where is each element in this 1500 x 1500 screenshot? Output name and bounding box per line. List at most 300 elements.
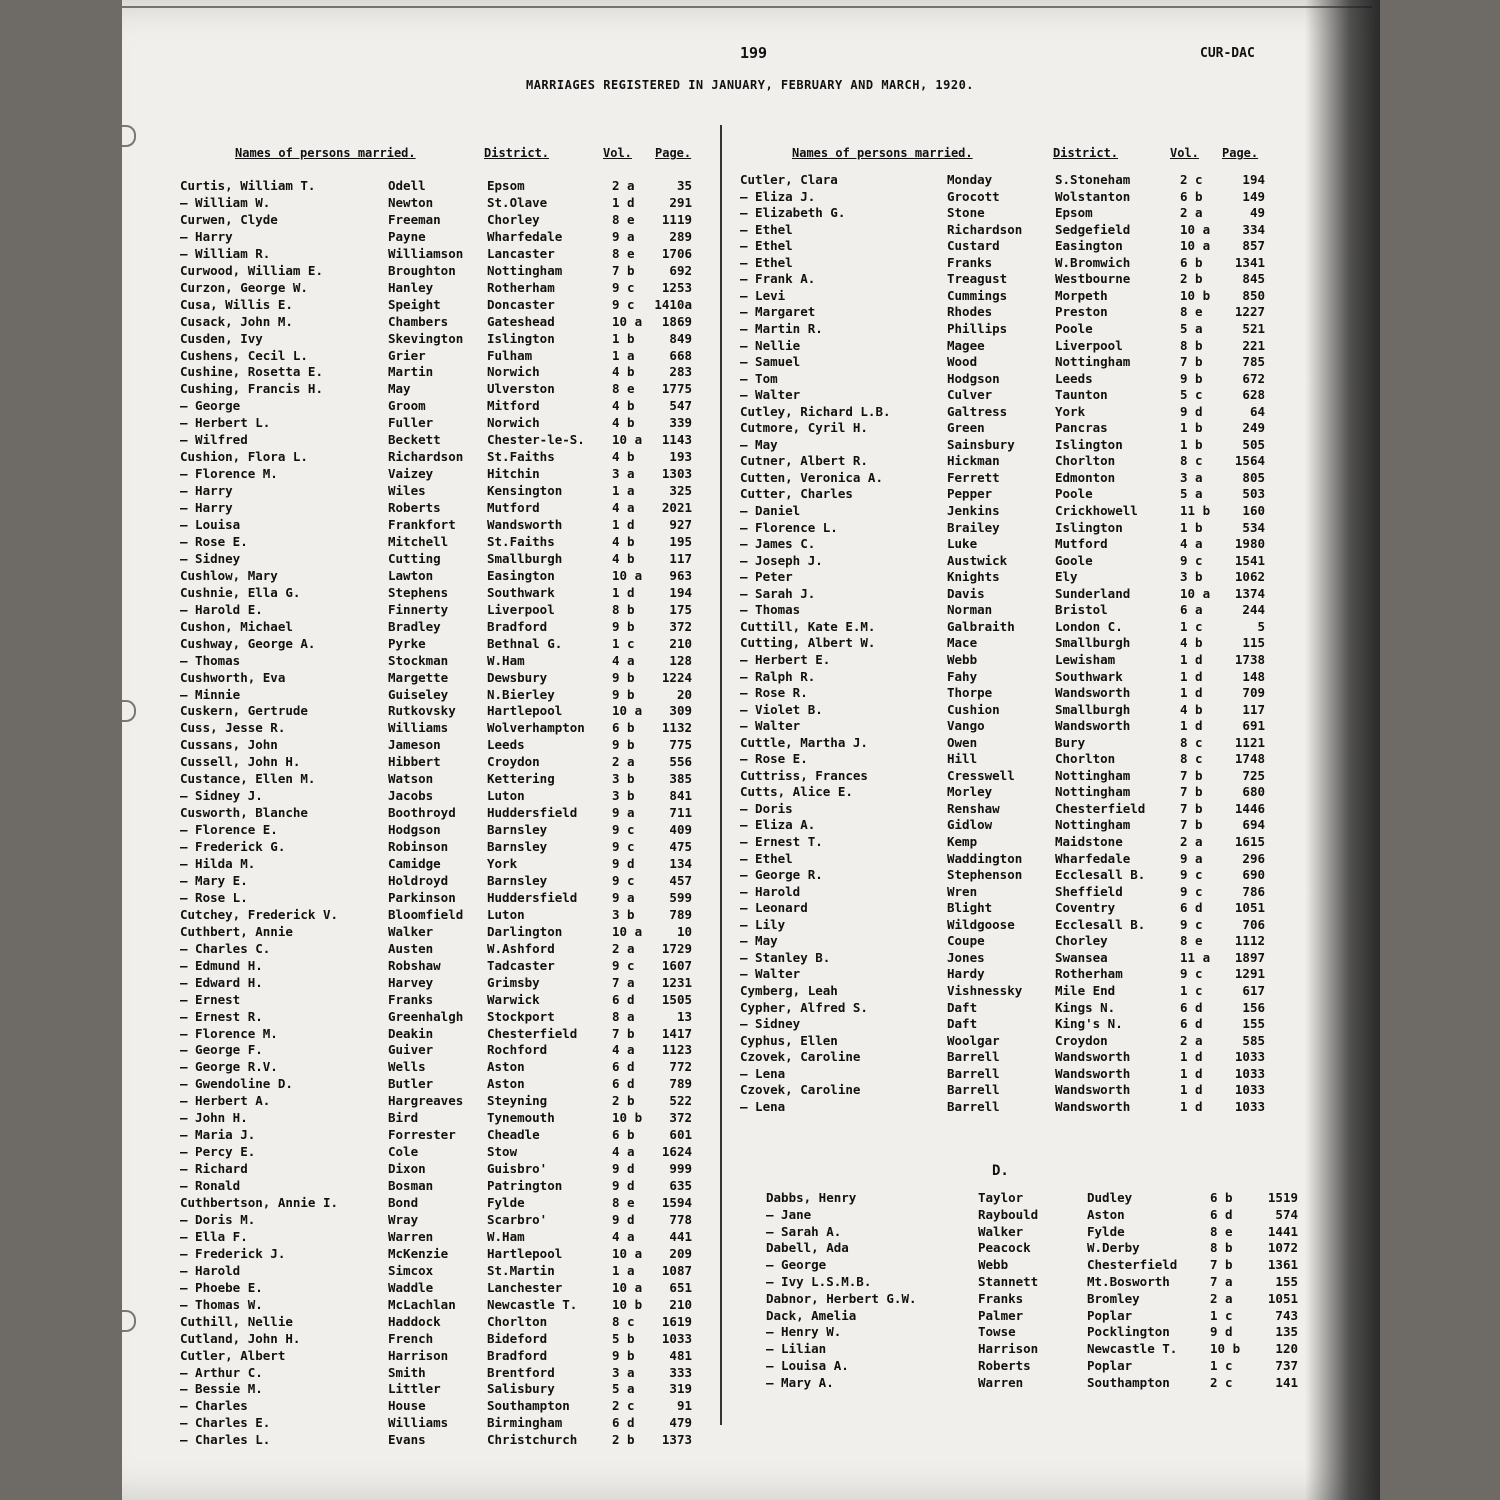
entry-volume: 6 d (612, 1076, 635, 1092)
entry-name: — Frank A. (740, 271, 816, 287)
entry-page: 49 (1249, 205, 1265, 221)
entry-volume: 4 b (612, 550, 635, 566)
entry-volume: 10 a (612, 1279, 643, 1295)
entry-volume: 1 b (612, 330, 635, 346)
entry-district: Bethnal G. (487, 635, 563, 651)
entry-volume: 8 b (1180, 337, 1203, 353)
entry-page: 1373 (661, 1432, 692, 1448)
entry-spouse-surname: May (388, 381, 411, 397)
entry-name: Cushlow, Mary (180, 567, 278, 583)
entry-spouse-surname: Woolgar (947, 1032, 1000, 1048)
entry-spouse-surname: Robinson (388, 839, 449, 855)
entry-district: Norwich (487, 364, 540, 380)
entry-spouse-surname: Jacobs (388, 788, 434, 804)
entry-spouse-surname: Daft (947, 1016, 978, 1032)
entry-volume: 2 a (612, 940, 635, 956)
entry-name: Cushon, Michael (180, 618, 293, 634)
entry-spouse-surname: Smith (388, 1364, 426, 1380)
entry-volume: 9 c (1180, 552, 1203, 568)
entry-district: Huddersfield (487, 805, 578, 821)
entry-name: Curtis, William T. (180, 178, 316, 193)
entry-page: 148 (1242, 668, 1265, 684)
entry-page: 385 (669, 771, 692, 787)
entry-page: 1519 (1267, 1190, 1298, 1205)
entry-district: Warwick (487, 991, 540, 1007)
entry-spouse-surname: Phillips (947, 320, 1008, 336)
entry-volume: 4 a (612, 652, 635, 668)
entry-spouse-surname: Austwick (947, 552, 1008, 568)
entry-name: Cussans, John (180, 737, 278, 753)
entry-district: Steyning (487, 1093, 548, 1109)
entry-page: 291 (669, 194, 692, 210)
entry-volume: 9 c (612, 872, 635, 888)
entry-page: 534 (1242, 519, 1265, 535)
entry-page: 503 (1242, 486, 1265, 502)
entry-district: Smallburgh (1055, 701, 1131, 717)
entry-volume: 1 c (1180, 618, 1203, 634)
entry-spouse-surname: Pepper (947, 486, 993, 502)
entry-volume: 2 a (1180, 1032, 1203, 1048)
entry-volume: 1 d (1180, 685, 1203, 701)
entry-name: — Maria J. (180, 1127, 256, 1143)
entry-page: 711 (669, 805, 692, 821)
entry-page: 1072 (1267, 1240, 1298, 1256)
entry-page: 850 (1242, 287, 1265, 303)
entry-district: St.Faiths (487, 449, 555, 465)
entry-spouse-surname: Hargreaves (388, 1093, 464, 1109)
entry-district: Ely (1055, 569, 1078, 585)
entry-page: 737 (1275, 1358, 1298, 1373)
entry-volume: 8 b (612, 601, 635, 617)
entry-page: 210 (669, 635, 692, 651)
entry-spouse-surname: Davis (947, 585, 985, 601)
entry-page: 1564 (1234, 453, 1265, 469)
entry-name: — Walter (740, 387, 801, 403)
entry-spouse-surname: Mitchell (388, 533, 449, 549)
entry-page: 1253 (661, 279, 692, 295)
entry-spouse-surname: Stephenson (947, 867, 1023, 883)
entry-volume: 2 a (612, 754, 635, 770)
entry-page: 1119 (661, 211, 692, 227)
entry-volume: 1 c (1180, 982, 1203, 998)
entry-spouse-surname: Norman (947, 602, 993, 618)
entry-page: 128 (669, 652, 692, 668)
entry-page: 691 (1242, 718, 1265, 734)
entry-spouse-surname: Deakin (388, 1025, 434, 1041)
entry-name: — Levi (740, 287, 786, 303)
entry-name: Cutler, Clara (740, 172, 838, 187)
entry-name: — Thomas W. (180, 1296, 263, 1312)
entry-volume: 8 e (612, 381, 635, 397)
entry-volume: 4 a (612, 1144, 635, 1160)
entry-volume: 9 c (1180, 867, 1203, 883)
entry-district: Stockport (487, 1008, 555, 1024)
entry-page: 372 (669, 1110, 692, 1126)
entry-volume: 3 a (612, 1364, 635, 1380)
entry-spouse-surname: Culver (947, 387, 993, 403)
entry-spouse-surname: Simcox (388, 1262, 434, 1278)
entry-district: Rotherham (1055, 966, 1123, 982)
entry-spouse-surname: Daft (947, 999, 978, 1015)
entry-name: — Doris (740, 800, 793, 816)
entry-page: 1361 (1267, 1257, 1298, 1273)
entry-district: S.Stoneham (1055, 172, 1131, 187)
entry-name: — Richard (180, 1161, 248, 1177)
entry-page: 672 (1242, 370, 1265, 386)
entry-district: Barnsley (487, 839, 548, 855)
entry-spouse-surname: Boothroyd (388, 805, 456, 821)
entry-district: Smallburgh (487, 550, 563, 566)
entry-volume: 3 b (612, 771, 635, 787)
entry-spouse-surname: Fahy (947, 668, 978, 684)
entry-district: Wolstanton (1055, 188, 1131, 204)
entry-spouse-surname: Cummings (947, 287, 1008, 303)
entry-page: 1446 (1234, 800, 1265, 816)
entry-page: 1033 (1234, 1098, 1265, 1114)
entry-page: 175 (669, 601, 692, 617)
entry-name: Cushworth, Eva (180, 669, 286, 685)
entry-district: Hartlepool (487, 703, 563, 719)
entry-volume: 3 b (612, 788, 635, 804)
entry-name: Cutten, Veronica A. (740, 469, 883, 485)
entry-volume: 9 a (612, 228, 635, 244)
entry-name: — Charles (180, 1398, 248, 1414)
entry-page: 617 (1242, 982, 1265, 998)
entry-district: Mutford (487, 500, 540, 516)
entry-district: Leeds (487, 737, 525, 753)
entry-district: Nottingham (487, 262, 563, 278)
entry-page: 585 (1242, 1032, 1265, 1048)
entry-spouse-surname: Guiver (388, 1042, 434, 1058)
entry-name: Cushway, George A. (180, 635, 316, 651)
entry-spouse-surname: Hibbert (388, 754, 441, 770)
entry-spouse-surname: Warren (388, 1228, 434, 1244)
entry-name: Dabell, Ada (766, 1240, 849, 1256)
entry-name: Cutter, Charles (740, 486, 853, 502)
entry-name: — Ethel (740, 238, 793, 254)
entry-page: 475 (669, 839, 692, 855)
entry-spouse-surname: Richardson (388, 449, 464, 465)
entry-volume: 2 b (1180, 271, 1203, 287)
entry-volume: 6 b (1180, 188, 1203, 204)
entry-district: Southampton (1087, 1374, 1170, 1390)
entry-name: — Louisa A. (766, 1358, 849, 1373)
entry-page: 1505 (661, 991, 692, 1007)
entry-volume: 10 a (1180, 221, 1211, 237)
entry-district: Luton (487, 906, 525, 922)
entry-page: 1291 (1234, 966, 1265, 982)
entry-district: Bideford (487, 1330, 548, 1346)
entry-volume: 2 a (1210, 1290, 1233, 1306)
entry-district: Smallburgh (1055, 635, 1131, 651)
entry-spouse-surname: Luke (947, 536, 978, 552)
entry-volume: 4 b (612, 415, 635, 431)
entry-spouse-surname: Barrell (947, 1098, 1000, 1114)
entry-spouse-surname: Wren (947, 883, 978, 899)
entry-district: Preston (1055, 304, 1108, 320)
entry-spouse-surname: Cresswell (947, 767, 1015, 783)
entry-district: Barnsley (487, 822, 548, 838)
entry-name: Cutmore, Cyril H. (740, 420, 868, 436)
entry-page: 339 (669, 415, 692, 431)
entry-volume: 3 b (1180, 569, 1203, 585)
entry-district: Rochford (487, 1042, 548, 1058)
entry-name: Cuttriss, Frances (740, 767, 868, 783)
entry-volume: 9 d (612, 1211, 635, 1227)
entry-volume: 4 b (1180, 701, 1203, 717)
entry-volume: 4 b (612, 449, 635, 465)
entry-name: Cusa, Willis E. (180, 296, 293, 312)
entry-name: Curwen, Clyde (180, 211, 278, 227)
entry-district: Mitford (487, 398, 540, 414)
entry-page: 249 (1242, 420, 1265, 436)
entry-page: 772 (669, 1059, 692, 1075)
entry-page: 1869 (661, 313, 692, 329)
column-divider (720, 125, 722, 1425)
entry-volume: 9 c (612, 957, 635, 973)
entry-district: Dudley (1087, 1190, 1133, 1205)
entry-volume: 8 a (612, 1008, 635, 1024)
entry-page: 692 (669, 262, 692, 278)
entry-district: Nottingham (1055, 817, 1131, 833)
entry-name: — Sidney (180, 550, 241, 566)
entry-page: 999 (669, 1161, 692, 1177)
entry-name: — Ethel (740, 221, 793, 237)
entry-page: 194 (669, 584, 692, 600)
entry-spouse-surname: Odell (388, 178, 426, 193)
entry-volume: 9 d (1180, 403, 1203, 419)
entry-name: — Eliza A. (740, 817, 816, 833)
entry-name: — Hilda M. (180, 856, 256, 871)
entry-page: 651 (669, 1279, 692, 1295)
entry-name: Cuthill, Nellie (180, 1313, 293, 1329)
entry-page: 599 (669, 889, 692, 905)
entry-district: W.Derby (1087, 1240, 1140, 1256)
entry-name: — Mary A. (766, 1374, 834, 1390)
entry-district: Lancaster (487, 245, 555, 261)
entry-volume: 1 c (612, 635, 635, 651)
entry-spouse-surname: Lawton (388, 567, 434, 583)
entry-volume: 2 c (612, 1398, 635, 1414)
entry-name: — Bessie M. (180, 1381, 263, 1397)
entry-name: — Harold (740, 883, 801, 899)
entry-page: 210 (669, 1296, 692, 1312)
entry-page: 845 (1242, 271, 1265, 287)
entry-page: 1541 (1234, 552, 1265, 568)
entry-district: Wandsworth (1055, 1049, 1131, 1065)
entry-page: 209 (669, 1245, 692, 1261)
entry-volume: 2 b (612, 1432, 635, 1448)
entry-page: 156 (1242, 999, 1265, 1015)
entry-page: 333 (669, 1364, 692, 1380)
entry-page: 1224 (661, 669, 692, 685)
entry-page: 601 (669, 1127, 692, 1143)
entry-spouse-surname: Chambers (388, 313, 449, 329)
entry-name: — Henry W. (766, 1324, 842, 1340)
entry-page: 409 (669, 822, 692, 838)
entry-district: Wandsworth (1055, 718, 1131, 734)
entry-name: — Florence E. (180, 822, 278, 838)
entry-district: Fylde (1087, 1223, 1125, 1239)
entry-volume: 9 c (612, 839, 635, 855)
entry-page: 325 (669, 483, 692, 499)
entry-spouse-surname: Vaizey (388, 466, 434, 482)
entry-name: — Nellie (740, 337, 801, 353)
entry-volume: 2 c (1210, 1374, 1233, 1390)
entry-district: Tynemouth (487, 1110, 555, 1126)
entry-name: — May (740, 436, 778, 452)
entry-volume: 9 b (612, 686, 635, 702)
entry-spouse-surname: McLachlan (388, 1296, 456, 1312)
entry-name: Cutting, Albert W. (740, 635, 876, 651)
entry-name: Cuttle, Martha J. (740, 734, 868, 750)
entry-name: — May (740, 933, 778, 949)
entry-volume: 7 b (612, 1025, 635, 1041)
entry-page: 1374 (1234, 585, 1265, 601)
entry-spouse-surname: Hodgson (947, 370, 1000, 386)
entry-page: 149 (1242, 188, 1265, 204)
entry-volume: 1 b (1180, 436, 1203, 452)
entry-volume: 4 b (1180, 635, 1203, 651)
entry-district: Coventry (1055, 900, 1116, 916)
entry-volume: 9 d (612, 856, 635, 871)
entry-spouse-surname: Franks (947, 254, 993, 270)
entry-page: 927 (669, 517, 692, 532)
entry-name: Dabnor, Herbert G.W. (766, 1290, 917, 1306)
entry-district: Scarbro' (487, 1211, 548, 1227)
entry-name: — William W. (180, 194, 271, 210)
entry-page: 521 (1242, 320, 1265, 336)
entry-page: 1062 (1234, 569, 1265, 585)
entry-name: Cusack, John M. (180, 313, 293, 329)
entry-spouse-surname: Hill (947, 751, 978, 767)
entry-volume: 9 b (1180, 370, 1203, 386)
entry-name: — Sidney J. (180, 788, 263, 804)
entry-district: Crickhowell (1055, 503, 1138, 518)
entry-district: Southwark (487, 584, 555, 600)
entry-name: — Wilfred (180, 432, 248, 448)
entry-district: London C. (1055, 618, 1123, 634)
entry-page: 694 (1242, 817, 1265, 833)
entry-district: Chorlton (1055, 453, 1116, 469)
entry-page: 1594 (661, 1195, 692, 1210)
entry-name: Cushnie, Ella G. (180, 584, 301, 600)
entry-volume: 6 d (1180, 900, 1203, 916)
entry-spouse-surname: Sainsbury (947, 436, 1015, 452)
entry-spouse-surname: Bond (388, 1195, 419, 1210)
entry-spouse-surname: Butler (388, 1076, 434, 1092)
entry-name: — Harold (180, 1262, 241, 1278)
entry-name: — Doris M. (180, 1211, 256, 1227)
entry-name: — James C. (740, 536, 816, 552)
entry-spouse-surname: Harrison (978, 1341, 1039, 1357)
entry-district: Easington (1055, 238, 1123, 254)
entry-volume: 9 a (612, 805, 635, 821)
entry-volume: 10 a (612, 313, 643, 329)
entry-spouse-surname: Palmer (978, 1307, 1024, 1323)
entry-spouse-surname: Ferrett (947, 469, 1000, 485)
entry-name: — Harry (180, 228, 233, 244)
entry-volume: 6 b (1180, 254, 1203, 270)
entry-district: Brentford (487, 1364, 555, 1380)
entry-spouse-surname: Robshaw (388, 957, 441, 973)
entry-spouse-surname: Cushion (947, 701, 1000, 717)
entry-spouse-surname: Margette (388, 669, 449, 685)
entry-page: 786 (1242, 883, 1265, 899)
entry-spouse-surname: Barrell (947, 1065, 1000, 1081)
entry-district: Nottingham (1055, 784, 1131, 800)
entry-volume: 9 b (612, 618, 635, 634)
entry-spouse-surname: Galtress (947, 403, 1008, 419)
entry-spouse-surname: Williams (388, 720, 449, 736)
entry-name: — George F. (180, 1042, 263, 1058)
entry-name: — Frederick G. (180, 839, 286, 855)
entry-volume: 5 a (1180, 320, 1203, 336)
entry-spouse-surname: Freeman (388, 211, 441, 227)
entry-name: — John H. (180, 1110, 248, 1126)
entry-page: 1729 (661, 940, 692, 956)
entry-page: 457 (669, 872, 692, 888)
entry-page: 194 (1242, 172, 1265, 187)
entry-spouse-surname: Treagust (947, 271, 1008, 287)
left-header-district: District. (484, 146, 550, 160)
entry-name: — Sarah J. (740, 585, 816, 601)
entry-name: — Thomas (740, 602, 801, 618)
entry-name: — Lena (740, 1065, 786, 1081)
entry-page: 775 (669, 737, 692, 753)
entry-spouse-surname: Grocott (947, 188, 1000, 204)
entry-district: York (487, 856, 518, 871)
entry-district: Chesterfield (1087, 1257, 1178, 1273)
entry-district: Fulham (487, 347, 533, 363)
entry-spouse-surname: Austen (388, 940, 434, 956)
entry-page: 2021 (661, 500, 692, 516)
entry-name: — Rose E. (180, 533, 248, 549)
entry-spouse-surname: Gidlow (947, 817, 993, 833)
entry-page: 841 (669, 788, 692, 804)
entry-name: — Frederick J. (180, 1245, 286, 1261)
entry-page: 505 (1242, 436, 1265, 452)
entry-volume: 7 b (1180, 767, 1203, 783)
entry-spouse-surname: Coupe (947, 933, 985, 949)
entry-name: — Ella F. (180, 1228, 248, 1244)
entry-spouse-surname: Roberts (978, 1358, 1031, 1373)
entry-volume: 9 b (612, 737, 635, 753)
entry-district: Sheffield (1055, 883, 1123, 899)
entry-page: 857 (1242, 238, 1265, 254)
entry-page: 1897 (1234, 949, 1265, 965)
entry-spouse-surname: Kemp (947, 834, 978, 849)
entry-district: St.Olave (487, 194, 548, 210)
entry-district: Patrington (487, 1178, 563, 1194)
entry-district: Bromley (1087, 1290, 1140, 1306)
entry-spouse-surname: Payne (388, 228, 426, 244)
entry-page: 963 (669, 567, 692, 583)
entry-volume: 1 d (612, 517, 635, 532)
entry-volume: 8 c (1180, 751, 1203, 767)
entry-page: 309 (669, 703, 692, 719)
entry-volume: 7 b (1180, 354, 1203, 370)
entry-district: Islington (487, 330, 555, 346)
entry-spouse-surname: Vishnessky (947, 982, 1023, 998)
entry-volume: 1 a (612, 347, 635, 363)
entry-spouse-surname: Towse (978, 1324, 1016, 1340)
entry-volume: 1 d (1180, 1082, 1203, 1098)
entry-district: Chorley (487, 211, 540, 227)
entry-spouse-surname: Rutkovsky (388, 703, 456, 719)
page-title: MARRIAGES REGISTERED IN JANUARY, FEBRUARY AND MARCH, 1920. (525, 78, 975, 92)
entry-spouse-surname: Walker (388, 923, 434, 939)
